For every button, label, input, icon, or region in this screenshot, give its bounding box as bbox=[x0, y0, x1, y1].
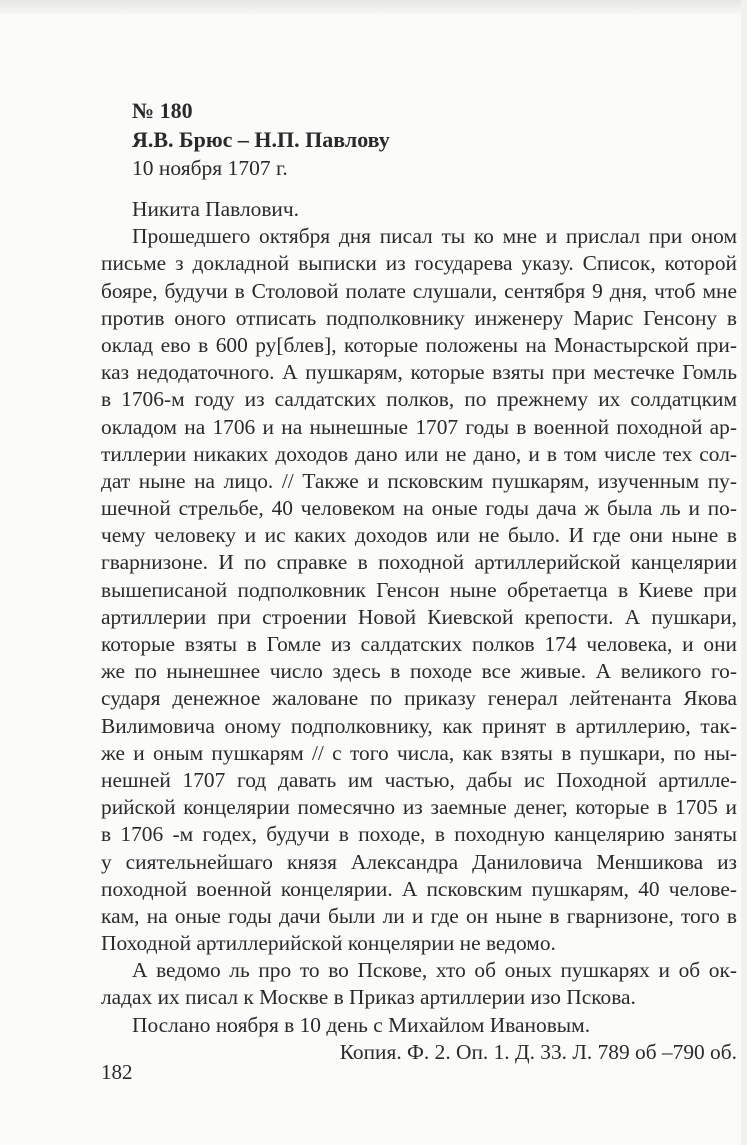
page-number: 182 bbox=[101, 1060, 133, 1084]
page-right-edge bbox=[741, 0, 747, 1145]
document-body bbox=[101, 196, 737, 1066]
text-line: бояре, будучи в Столовой полате слушали, сентября 9 дня, чтоб мне bbox=[101, 278, 737, 303]
text-line: гварнизоне. И по справке в походной артиллерийской канцелярии bbox=[101, 550, 737, 575]
document-number: № 180 bbox=[132, 98, 193, 123]
dispatch-line: Послано ноября в 10 день с Михайлом Ивановым. bbox=[132, 1012, 591, 1037]
text-line: же и оным пушкарям // с того числа, как взяты в пушкари, по ны- bbox=[101, 740, 737, 765]
text-line: нешней 1707 год давать им частью, дабы ис Походной артилле- bbox=[101, 767, 737, 792]
text-line: Вилимовича оному подполковнику, как принят в артиллерию, так- bbox=[101, 713, 737, 738]
text-line: в 1706-м году из салдатских полков, по прежнему их солдатцким bbox=[101, 387, 737, 412]
text-line: сударя денежное жаловане по приказу генерал лейтенанта Якова bbox=[101, 686, 737, 711]
text-line: же по нынешнее число здесь в походе все живые. А великого го- bbox=[101, 659, 737, 684]
text-line: против оного отписать подполковнику инженеру Марис Генсону в bbox=[101, 305, 737, 330]
text-line: каз недодаточного. А пушкарям, которые взяты при местечке Гомль bbox=[101, 360, 737, 385]
text-line: ладах их писал к Москве в Приказ артиллерии изо Пскова. bbox=[101, 985, 636, 1010]
text-line: которые взяты в Гомле из салдатских полков 174 человека, и они bbox=[101, 632, 737, 656]
text-line: у сиятельнейшаго князя Александра Даниловича Меншикова из bbox=[101, 849, 737, 874]
text-line: в 1706 -м годех, будучи в походе, в походную канцелярию заняты bbox=[101, 822, 737, 847]
text-line: рийской концелярии помесячно из заемные денег, которые в 1705 и bbox=[101, 795, 737, 820]
document-date: 10 ноября 1707 г. bbox=[132, 156, 288, 180]
text-line: чему человеку и ис каких доходов или не было. И где они ныне в bbox=[101, 523, 737, 548]
text-line: Прошедшего октября дня писал ты ко мне и прислал при оном bbox=[132, 224, 737, 249]
text-line: артиллерии при строении Новой Киевской крепости. А пушкари, bbox=[101, 604, 737, 629]
text-line: тиллерии никаких доходов дано или не дано, и в том числе тех сол- bbox=[101, 441, 737, 466]
text-line: дат ныне на лицо. // Также и псковским пушкарям, изученным пу- bbox=[101, 468, 737, 493]
salutation-line: Никита Павлович. bbox=[132, 197, 299, 221]
text-line: шечной стрельбе, 40 человеком на оные годы дача ж была ль и по- bbox=[101, 496, 737, 521]
archive-reference: Копия. Ф. 2. Оп. 1. Д. 33. Л. 789 об –790 об. bbox=[339, 1039, 737, 1064]
text-line: письме з докладной выписки из государева указу. Список, которой bbox=[101, 251, 737, 276]
text-line: походной военной концелярии. А псковским пушкарям, 40 челове- bbox=[101, 876, 737, 901]
page-top-edge bbox=[0, 0, 747, 14]
text-line: оклад ево в 600 ру[блев], которые положены на Монастырской при- bbox=[101, 332, 737, 357]
document-title: Я.В. Брюс – Н.П. Павлову bbox=[132, 127, 390, 152]
text-line: А ведомо ль про то во Пскове, хто об оных пушкарях и об ок- bbox=[132, 958, 737, 983]
text-line: окладом на 1706 и на нынешные 1707 годы в военной походной ар- bbox=[101, 414, 737, 439]
document-heading bbox=[132, 96, 390, 183]
text-line: вышеписаной подполковник Генсон ныне обретаетца в Киеве при bbox=[101, 577, 737, 602]
text-line: кам, на оные годы дачи были ли и где он ныне в гварнизоне, того в bbox=[101, 903, 737, 928]
text-line: Походной артиллерийской концелярии не ведомо. bbox=[101, 931, 556, 956]
